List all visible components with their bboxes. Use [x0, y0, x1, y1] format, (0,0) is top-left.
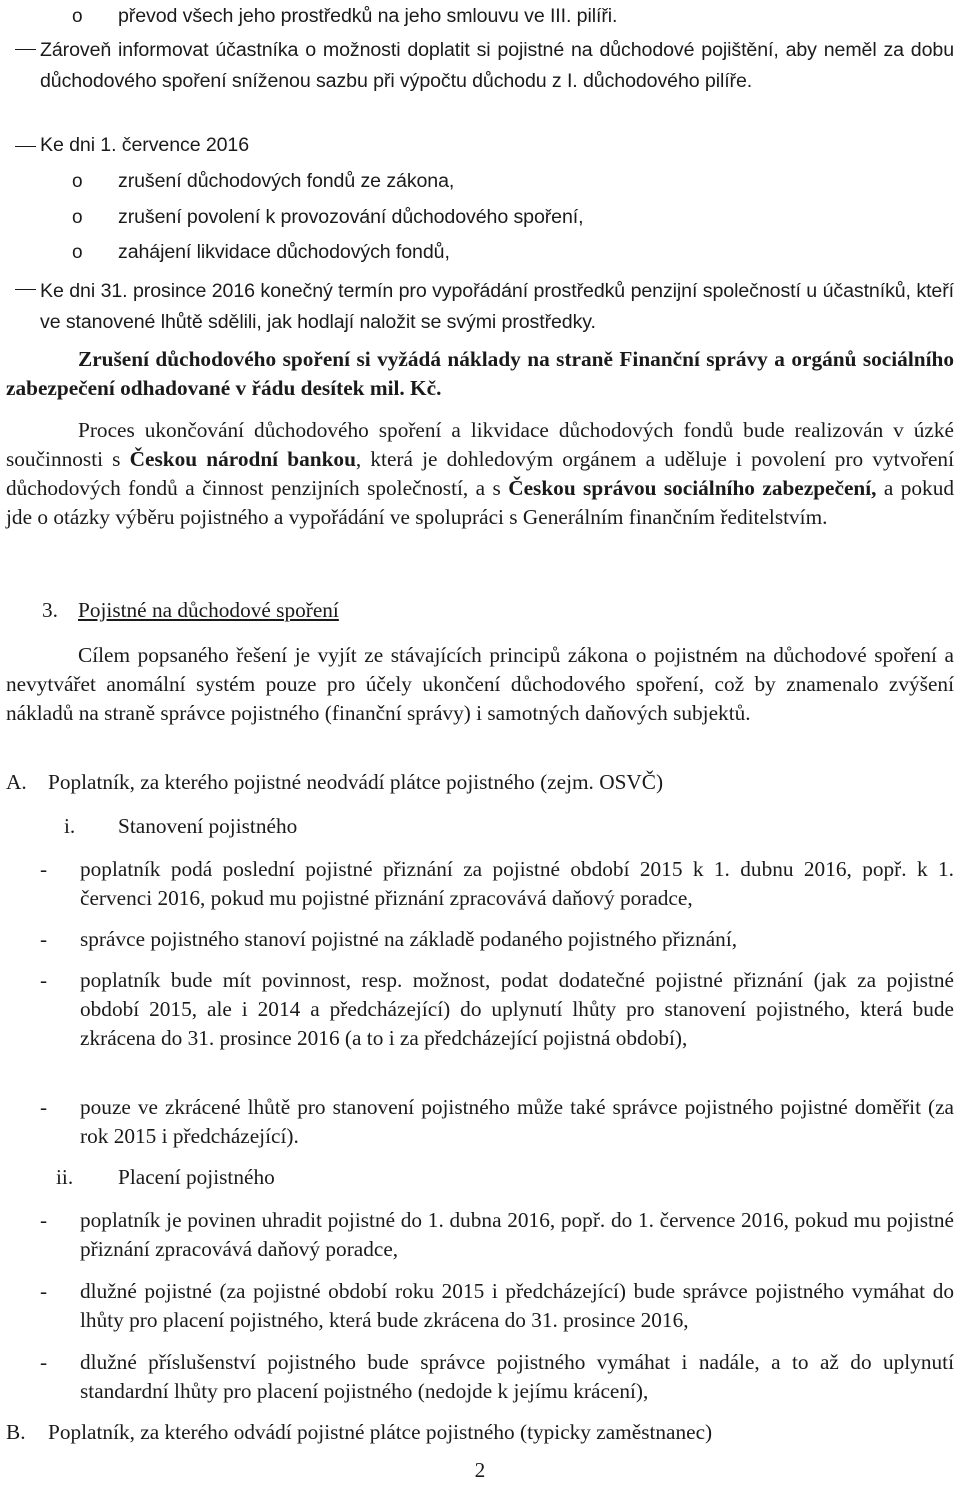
paragraph-text: a pokud jde o otázky výběru pojistného a vypořádání ve spolupráci s Generálním finančním ředitelstvím.: [6, 476, 954, 529]
sub-list-item: zrušení povolení k provozování důchodového spoření,: [118, 206, 584, 228]
bullet-dash: -: [40, 968, 48, 992]
paragraph-text: , která je dohledovým orgánem a uděluje i povolení pro vytvoření důchodových fondů a činnost penzijních společností, a s: [6, 447, 954, 500]
part-b-title: Poplatník, za kterého odvádí pojistné plátce pojistného (typicky zaměstnanec): [48, 1420, 713, 1444]
subsection-ii-marker: ii.: [56, 1165, 74, 1189]
subsection-i-title: Stanovení pojistného: [118, 814, 298, 838]
page-number: 2: [474, 1458, 486, 1482]
bullet-dash: -: [40, 1279, 48, 1303]
part-a-marker: A.: [6, 770, 27, 794]
section-intro: Cílem popsaného řešení je vyjít ze stávajících principů zákona o pojistném na důchodové spoření a nevytvářet anomální systém pouze pro účely ukončení důchodového spoření, což by znamenalo zvýšení nákladů na straně správce pojistného (finanční správy) i samotných daňových subjektů.: [6, 643, 954, 725]
part-a-title: Poplatník, za kterého pojistné neodvádí plátce pojistného (zejm. OSVČ): [48, 770, 664, 794]
list-item: poplatník je povinen uhradit pojistné do 1. dubna 2016, popř. do 1. července 2016, pokud mu pojistné přiznání zpracovává daňový poradce,: [80, 1208, 954, 1261]
dash-bullet-icon: [15, 289, 36, 290]
subsection-ii-title: Placení pojistného: [118, 1165, 275, 1189]
list-item: dlužné příslušenství pojistného bude správce pojistného vymáhat i nadále, a to až do uplynutí standardní lhůty pro placení pojistného (nedojde k jejímu krácení),: [80, 1350, 954, 1403]
process-paragraph: [6, 416, 954, 532]
list-item-july-heading: Ke dni 1. července 2016: [40, 134, 250, 156]
bullet-dash: -: [40, 857, 48, 881]
dash-bullet-icon: [15, 49, 36, 50]
cnb-emphasis: Českou národní bankou: [129, 447, 356, 471]
bullet-dash: -: [40, 1095, 48, 1119]
list-item: poplatník podá poslední pojistné přiznání za pojistné období 2015 k 1. dubnu 2016, popř. k 1. červenci 2016, pokud mu pojistné přiznání zpracovává daňový poradce,: [80, 857, 954, 910]
subsection-i-marker: i.: [64, 814, 76, 838]
list-item-text: Ke dni 31. prosince 2016 konečný termín pro vypořádání prostředků penzijní společností u účastníků, kteří ve stanovené lhůtě sdělili, jak hodlají naložit se svými prostředky.: [40, 280, 954, 333]
bullet-dash: -: [40, 927, 48, 951]
list-marker: o: [72, 6, 83, 27]
section-title: Pojistné na důchodové spoření: [78, 598, 339, 622]
paragraph-text: Proces ukončování důchodového spoření a likvidace důchodových fondů bude realizován v úzké součinnosti s: [6, 418, 954, 471]
list-marker: o: [72, 242, 83, 263]
dash-bullet-icon: [15, 146, 36, 147]
list-item-december: [40, 276, 954, 338]
list-marker: o: [72, 171, 83, 192]
sub-list-item: zrušení důchodových fondů ze zákona,: [118, 170, 455, 192]
cssz-emphasis: Českou správou sociálního zabezpečení,: [508, 476, 877, 500]
list-item: poplatník bude mít povinnost, resp. možnost, podat dodatečné pojistné přiznání (jak za pojistné období 2015, ale i 2014 a předcházející) do uplynutí lhůty pro stanovení pojistného, která bude zkrácena do 31. prosince 2016 (a to i za předcházející pojistná období),: [80, 968, 954, 1050]
part-b-marker: B.: [6, 1420, 26, 1444]
list-item: správce pojistného stanoví pojistné na základě podaného pojistného přiznání,: [80, 927, 738, 951]
list-item-inform: Zároveň informovat účastníka o možnosti doplatit si pojistné na důchodové pojištění, aby neměl za dobu důchodového spoření sníženou sazbu při výpočtu důchodu z I. důchodového pilíře.: [40, 39, 954, 92]
bullet-dash: -: [40, 1208, 48, 1232]
list-item: pouze ve zkrácené lhůtě pro stanovení pojistného může také správce pojistného pojistné doměřit (za rok 2015 i předcházející).: [80, 1095, 954, 1148]
sub-list-item: převod všech jeho prostředků na jeho smlouvu ve III. pilíři.: [118, 5, 618, 27]
list-marker: o: [72, 207, 83, 228]
sub-list-item: zahájení likvidace důchodových fondů,: [118, 241, 450, 263]
section-number: 3.: [42, 598, 58, 622]
cost-note: Zrušení důchodového spoření si vyžádá náklady na straně Finanční správy a orgánů sociálního zabezpečení odhadované v řádu desítek mil. Kč.: [6, 347, 954, 400]
bullet-dash: -: [40, 1350, 48, 1374]
list-item: dlužné pojistné (za pojistné období roku 2015 i předcházející) bude správce pojistného vymáhat do lhůty pro placení pojistného, která bude zkrácena do 31. prosince 2016,: [80, 1279, 954, 1332]
